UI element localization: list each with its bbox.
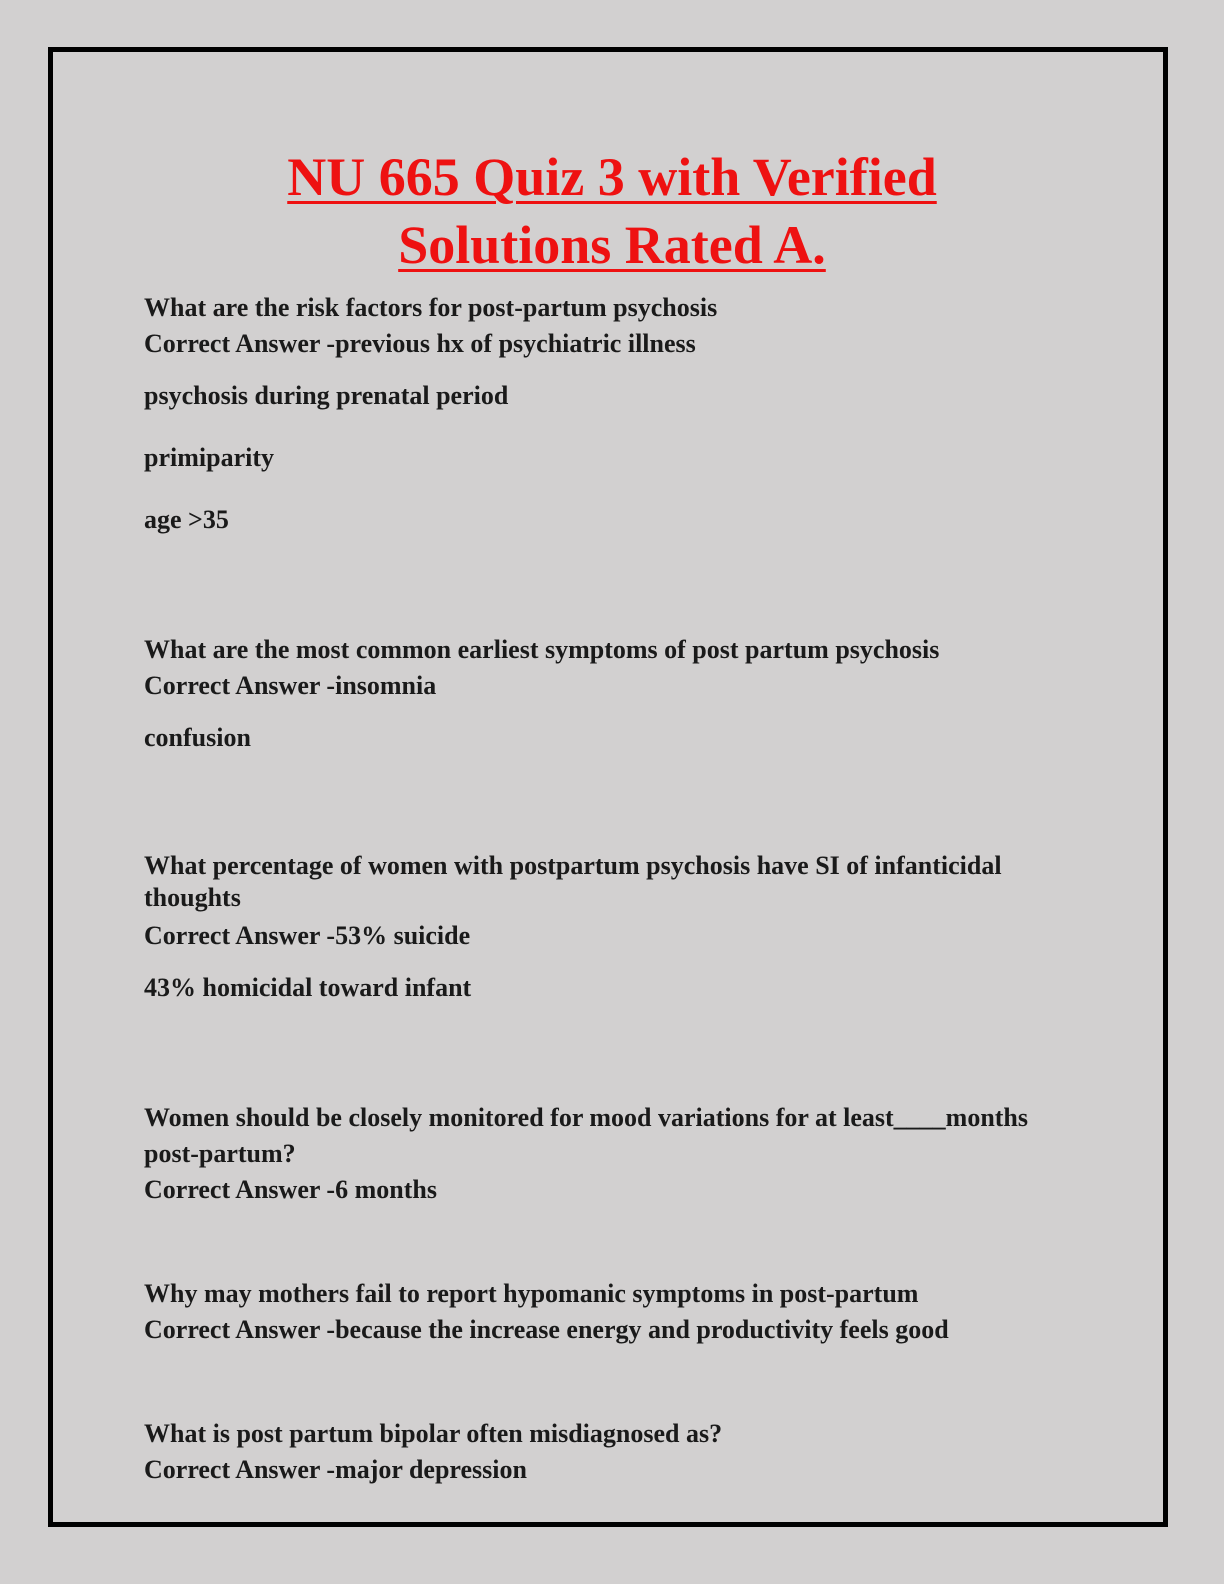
title-line-1: NU 665 Quiz 3 with Verified [287, 147, 937, 207]
qa-item [144, 1276, 1084, 1348]
answer-text: Correct Answer -major depression [144, 1455, 527, 1484]
qa-list [144, 290, 1084, 1488]
question-text: Women should be closely monitored for mood variations for at least____months post-partum? [144, 1103, 1029, 1168]
qa-item [144, 290, 1084, 538]
answer-extra: primiparity [144, 443, 274, 472]
question-text: What are the risk factors for post-partum psychosis [144, 293, 718, 322]
qa-item [144, 850, 1084, 1006]
qa-item [144, 632, 1084, 756]
question-text: What is post partum bipolar often misdiagnosed as? [144, 1419, 723, 1448]
question-text: Why may mothers fail to report hypomanic symptoms in post-partum [144, 1279, 919, 1308]
answer-extra: confusion [144, 723, 251, 752]
answer-text: Correct Answer -53% suicide [144, 921, 471, 950]
question-text: What are the most common earliest symptoms of post partum psychosis [144, 635, 940, 664]
question-text: What percentage of women with postpartum psychosis have SI of infanticidal thoughts [144, 851, 1002, 912]
qa-item [144, 1100, 1084, 1208]
answer-extra: psychosis during prenatal period [144, 381, 509, 410]
qa-item [144, 1416, 1084, 1488]
page-title [0, 143, 1224, 279]
title-line-2: Solutions Rated A. [398, 215, 826, 275]
answer-text: Correct Answer -insomnia [144, 671, 437, 700]
answer-text: Correct Answer -because the increase energy and productivity feels good [144, 1315, 949, 1344]
answer-extra: 43% homicidal toward infant [144, 973, 472, 1002]
answer-text: Correct Answer -previous hx of psychiatric illness [144, 329, 696, 358]
answer-text: Correct Answer -6 months [144, 1175, 437, 1204]
answer-extra: age >35 [144, 505, 229, 534]
